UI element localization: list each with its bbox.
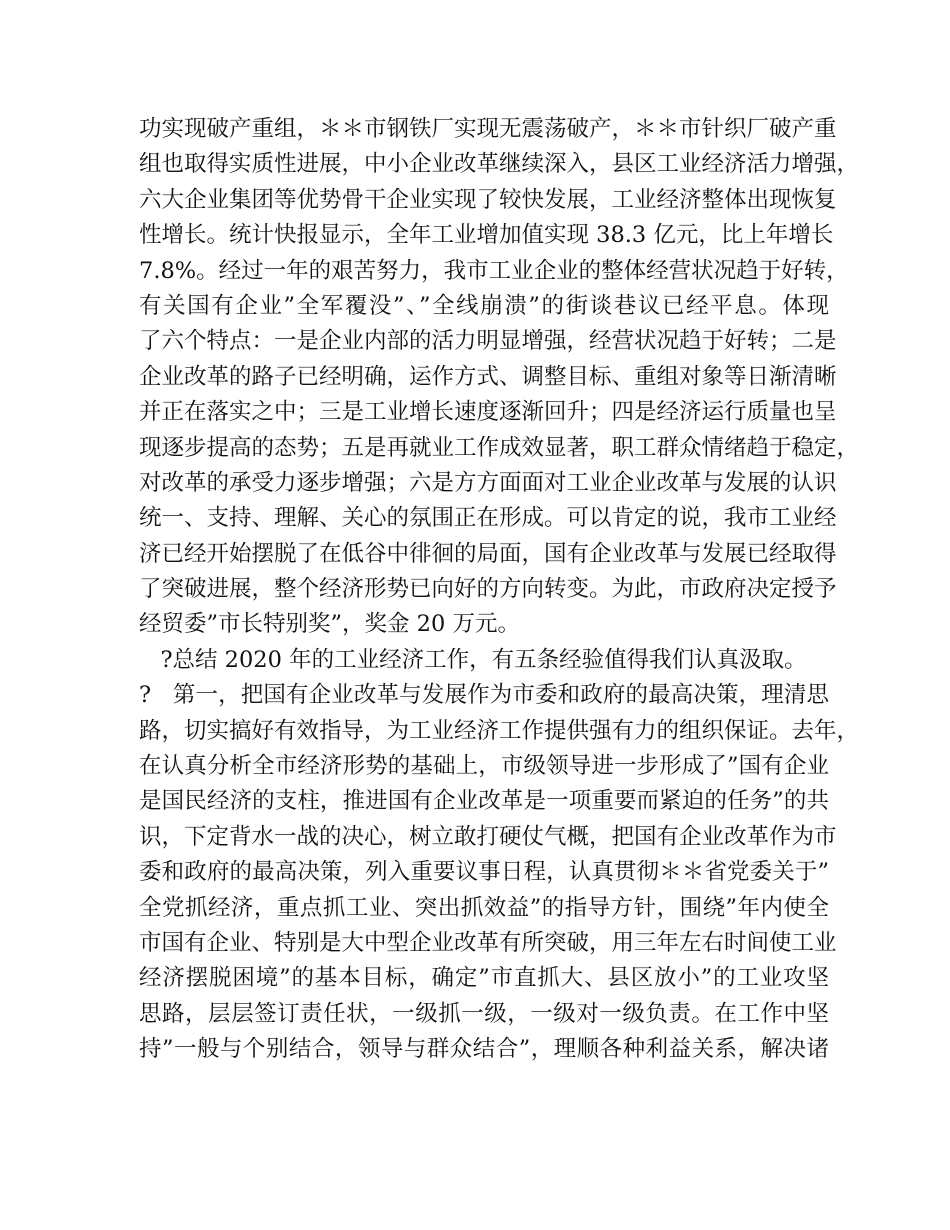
text-line-24: 市国有企业、特别是大中型企业改革有所突破，用三年左右时间使工业: [139, 929, 837, 956]
text-line-16: ?总结 2020 年的工业经济工作，有五条经验值得我们认真汲取。: [139, 646, 807, 673]
text-line-20: 是国民经济的支柱，推进国有企业改革是一项重要而紧迫的任务”的共: [139, 788, 829, 815]
text-line-11: 对改革的承受力逐步增强；六是方方面面对工业企业改革与发展的认识: [139, 469, 837, 496]
text-line-9: 并正在落实之中；三是工业增长速度逐渐回升；四是经济运行质量也呈: [139, 399, 837, 426]
text-line-8: 企业改革的路子已经明确，运作方式、调整目标、重组对象等日渐清晰: [139, 363, 837, 390]
text-line-4: 性增长。统计快报显示，全年工业增加值实现 38.3 亿元，比上年增长: [139, 222, 834, 249]
text-line-27: 持”一般与个别结合，领导与群众结合”，理顺各种利益关系，解决诸: [139, 1036, 829, 1063]
text-line-5: 7.8%。经过一年的艰苦努力，我市工业企业的整体经营状况趋于好转，: [139, 257, 849, 284]
text-line-26: 思路，层层签订责任状，一级抓一级，一级对一级负责。在工作中坚: [139, 1000, 829, 1027]
text-line-12: 统一、支持、理解、关心的氛围正在形成。可以肯定的说，我市工业经: [139, 505, 837, 532]
text-line-6: 有关国有企业”全军覆没”、”全线崩溃”的街谈巷议已经平息。体现: [139, 292, 829, 319]
text-line-15: 经贸委”市长特别奖”，奖金 20 万元。: [139, 611, 520, 638]
text-line-25: 经济摆脱困境”的基本目标，确定”市直抓大、县区放小”的工业攻坚: [139, 965, 829, 992]
text-line-21: 识，下定背水一战的决心，树立敢打硬仗气概，把国有企业改革作为市: [139, 823, 837, 850]
text-line-14: 了突破进展，整个经济形势已向好的方向转变。为此，市政府决定授予: [139, 576, 837, 603]
text-line-17: ? 第一，把国有企业改革与发展作为市委和政府的最高决策，理清思: [139, 682, 829, 709]
body-text: [139, 112, 860, 1068]
text-line-7: 了六个特点：一是企业内部的活力明显增强，经营状况趋于好转；二是: [139, 328, 837, 355]
text-line-10: 现逐步提高的态势；五是再就业工作成效显著，职工群众情绪趋于稳定，: [139, 434, 860, 461]
text-line-13: 济已经开始摆脱了在低谷中徘徊的局面，国有企业改革与发展已经取得: [139, 540, 837, 567]
text-line-1: 功实现破产重组，＊＊市钢铁厂实现无震荡破产，＊＊市针织厂破产重: [139, 116, 837, 142]
text-line-23: 全党抓经济，重点抓工业、突出抓效益”的指导方针，围绕”年内使全: [139, 894, 829, 921]
text-line-18: 路，切实搞好有效指导，为工业经济工作提供强有力的组织保证。去年，: [139, 717, 860, 744]
text-line-19: 在认真分析全市经济形势的基础上，市级领导进一步形成了”国有企业: [139, 753, 829, 780]
text-line-22: 委和政府的最高决策，列入重要议事日程，认真贯彻＊＊省党委关于”: [139, 859, 829, 886]
text-line-2: 组也取得实质性进展，中小企业改革继续深入，县区工业经济活力增强，: [139, 151, 860, 178]
text-line-3: 六大企业集团等优势骨干企业实现了较快发展，工业经济整体出现恢复: [139, 186, 837, 213]
